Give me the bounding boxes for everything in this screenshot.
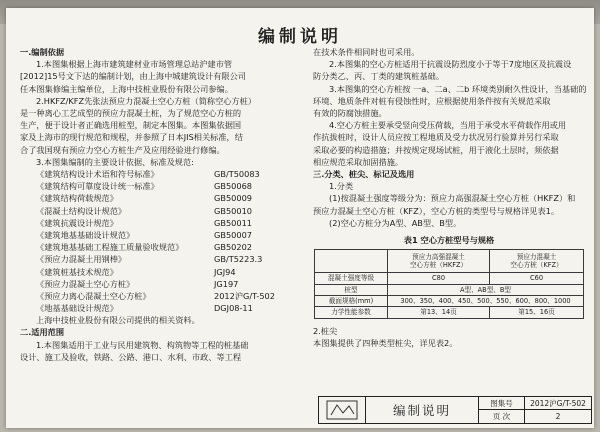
- standard-item: [20, 180, 300, 192]
- table-cell: C60: [490, 273, 584, 284]
- paragraph-line: 合了我国现有预应力空心方桩生产及应用经验进行修编。: [20, 144, 225, 155]
- atlas-number-label: 图集号: [479, 397, 525, 410]
- standard-item: [20, 192, 300, 204]
- standard-item: [20, 290, 300, 302]
- table-cell: 第15、16页: [490, 307, 584, 318]
- table-cell: 第13、14页: [388, 307, 490, 318]
- table-header-cell: [315, 250, 388, 273]
- paragraph-line: (1)按混凝土强度等级分为：预应力高强混凝土空心方桩（HKFZ）和: [329, 193, 576, 204]
- standard-code: GB50011: [214, 217, 253, 228]
- paragraph-line: 1.本图集根据上海市建筑建材业市场管理总站沪建市管: [36, 59, 233, 70]
- standard-name: 《地基基础设计规范》: [36, 303, 118, 314]
- standard-code: GB/T50083: [214, 169, 260, 180]
- title-block-title: 编制说明: [366, 397, 479, 423]
- paragraph-line: 3.本图集的空心方桩按 一a、二a、二b 环境类别耐久性设计，当基础的: [329, 83, 587, 94]
- table-row: [315, 307, 584, 318]
- standard-code: GB/T5223.3: [214, 254, 263, 265]
- standard-item: [20, 253, 300, 265]
- page-number-value: 2: [555, 412, 561, 421]
- seal-icon: [325, 399, 359, 421]
- subheading-classification: 1.分类: [329, 181, 354, 192]
- standard-item: [20, 241, 300, 253]
- section-heading-basis: 一.编制依据: [20, 47, 65, 57]
- standard-code: GB50007: [214, 229, 253, 240]
- standard-name: 《混凝土结构设计规范》: [36, 205, 127, 216]
- paragraph-line: 相应规范采取加固措施。: [313, 156, 404, 167]
- stamp-mark: [319, 397, 366, 423]
- standard-code: JG197: [214, 278, 239, 289]
- paragraph-line: 采取必要的构造措施；并按规定现场试桩，用于液化土层时，须依据: [313, 144, 559, 155]
- standard-name: 《建筑地基基础工程施工质量验收规范》: [36, 242, 184, 253]
- standard-code: DGJ08-11: [214, 303, 253, 314]
- paragraph-line: 设计、施工及验收，铁路、公路、港口、水利、市政、等工程: [20, 351, 242, 362]
- standard-code: GB50068: [214, 181, 253, 192]
- paragraph-line: 上海中技桩业股份有限公司提供的相关资料。: [36, 315, 200, 326]
- standard-name: 《建筑桩基技术规范》: [36, 266, 118, 277]
- table-row: [315, 284, 584, 295]
- table-cell: A型、AB型、B型: [388, 284, 584, 295]
- section-heading-scope: 二.适用范围: [20, 327, 65, 338]
- standards-list: [20, 168, 300, 314]
- table-title: 表1 空心方桩型号与规格: [403, 235, 495, 246]
- standard-name: 《建筑地基基础设计规范》: [36, 229, 135, 240]
- table-header-cell: 预应力高强混凝土 空心方桩（HKFZ）: [388, 250, 490, 273]
- standard-name: 《建筑结构设计术语和符号标准》: [36, 169, 159, 180]
- standard-code: 2012沪G/T-502: [214, 290, 275, 301]
- standard-name: 《预应力混凝土用钢棒》: [36, 254, 127, 265]
- paragraph-line: 2.本图集的空心方桩适用于抗震设防烈度小于等于7度地区及抗震设: [329, 59, 572, 70]
- standard-name: 《预应力混凝土空心方桩》: [36, 278, 135, 289]
- standard-item: [20, 229, 300, 241]
- table-row-header: 混凝土强度等级: [315, 273, 388, 284]
- standard-code: GB50009: [214, 193, 253, 204]
- spec-table: [314, 249, 584, 319]
- standard-item: [20, 205, 300, 217]
- table-row-header: 力学性能参数: [315, 307, 388, 318]
- standard-item: [20, 278, 300, 290]
- paragraph-line: 是一种离心工艺成型的预应力混凝土桩，为了规范空心方桩的: [20, 108, 242, 119]
- page-number-label: 页 次: [479, 410, 525, 423]
- paragraph-line: 防分类乙、丙、丁类的建筑桩基础。: [313, 71, 445, 82]
- section-heading-classification: 三.分类、桩尖、标记及选用: [313, 169, 415, 180]
- table-header-row: [315, 250, 584, 273]
- paragraph-line: 生产，便于设计者正确选用桩型，制定本图集。本图集依据国: [20, 120, 242, 131]
- paragraph-line: 任本图集修编主编单位，上海中技桩业股份有限公司参编。: [20, 83, 233, 94]
- standard-name: 《建筑结构可靠度设计统一标准》: [36, 181, 159, 192]
- paragraph-line: 本图集提供了四种类型桩尖，详见表2。: [313, 338, 458, 349]
- standard-item: [20, 217, 300, 229]
- table-row: [315, 296, 584, 307]
- paragraph-line: 2.HKFZ/KFZ先张法预应力混凝土空心方桩（简称空心方桩）: [36, 95, 257, 106]
- standard-name: 《建筑结构荷载规范》: [36, 193, 118, 204]
- standard-name: 《建筑抗震设计规范》: [36, 217, 118, 228]
- table-cell: C80: [388, 273, 490, 284]
- paragraph-line: 1.本图集适用于工业与民用建筑物、构筑物等工程的桩基础: [36, 339, 249, 350]
- title-block: [318, 396, 592, 424]
- paragraph-line: 有效的防腐蚀措施。: [313, 108, 387, 119]
- left-column: [20, 46, 300, 363]
- paragraph-line: 环境、地质条件对桩有侵蚀性时，应根据使用条件按有关规范采取: [313, 95, 551, 106]
- paragraph-line: 4.空心方桩主要承受竖向受压荷载，当用于承受水平荷载作用或用: [329, 120, 567, 131]
- table-row: [315, 273, 584, 284]
- table-row-header: 桩型: [315, 284, 388, 295]
- standard-item: [20, 266, 300, 278]
- standard-item: [20, 168, 300, 180]
- paragraph-line: 3.本图集编制的主要设计依据、标准及规范:: [36, 156, 194, 167]
- document-page: [6, 8, 594, 428]
- title-block-grid: [479, 397, 591, 423]
- table-cell: 300、350、400、450、500、550、600、800、1000: [388, 296, 584, 307]
- page-title: 编制说明: [258, 27, 342, 47]
- paragraph-line: 家及上海市的现行规范和规程，并参照了日本JIS相关标准，结: [20, 132, 243, 143]
- table-row-header: 截面规格(mm): [315, 296, 388, 307]
- paragraph-line: 在技术条件相同时也可采用。: [313, 47, 420, 57]
- atlas-number-value: 2012沪G/T-502: [525, 397, 591, 410]
- table-header-cell: 预应力混凝土 空心方桩（KFZ）: [490, 250, 584, 273]
- standard-code: GB50202: [214, 242, 253, 253]
- subheading-pile-tip: 2.桩尖: [313, 325, 338, 336]
- standard-item: [20, 302, 300, 314]
- standard-code: GB50010: [214, 205, 253, 216]
- paragraph-line: 作抗拔桩时，设计人员应按工程地质及受力状况另行验算并另行采取: [313, 132, 559, 143]
- standard-code: JGJ94: [214, 266, 236, 277]
- paragraph-line: [2012]15号文下达的编制计划，由上海中城建筑设计有限公司: [20, 71, 246, 82]
- paragraph-line: 预应力混凝土空心方桩（KFZ），空心方桩的类型号与规格详见表1。: [313, 205, 560, 216]
- right-column: [313, 46, 585, 349]
- paragraph-line: (2)空心方桩分为A型、AB型、B型。: [329, 217, 462, 228]
- standard-name: 《预应力离心混凝土空心方桩》: [36, 290, 151, 301]
